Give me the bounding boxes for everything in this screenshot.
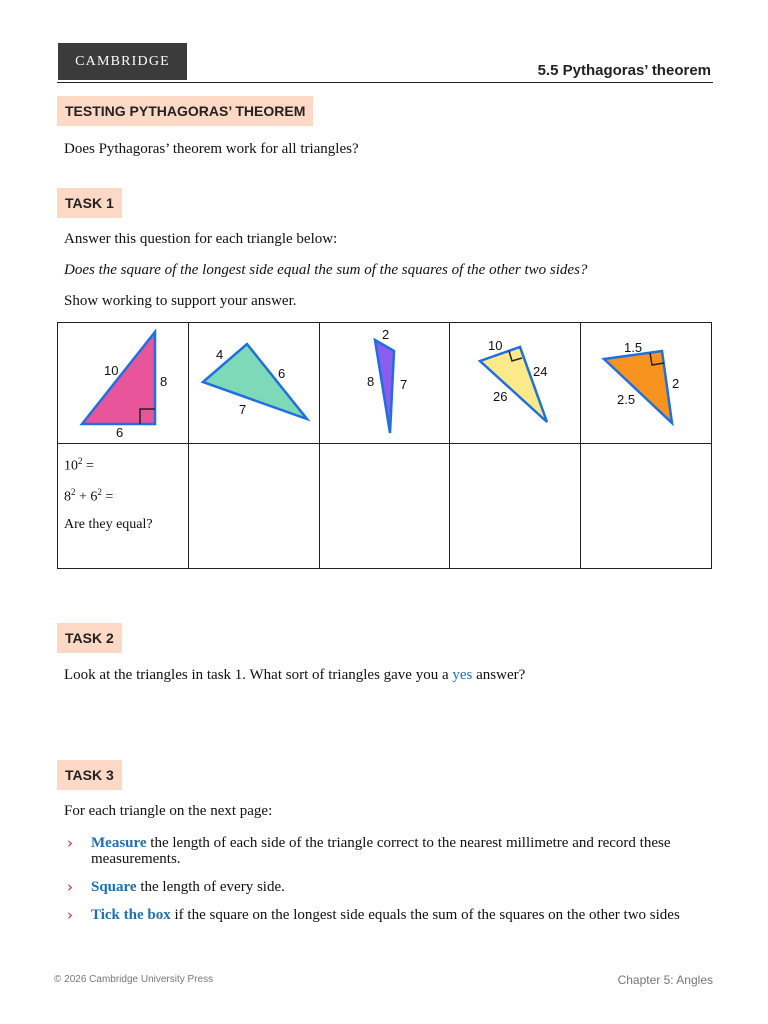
task3-label: TASK 3 — [57, 760, 122, 790]
triangle-cell-3 — [319, 323, 450, 444]
intro-question: Does Pythagoras’ theorem work for all triangles? — [64, 141, 359, 157]
triangle-1 — [58, 323, 188, 443]
triangle-cell-2 — [188, 323, 319, 444]
answer-cell-2[interactable] — [188, 444, 319, 569]
triangle-5-side-b: 2 — [672, 376, 680, 391]
task2-text-after: answer? — [472, 667, 526, 683]
triangle-1-shape — [82, 332, 155, 424]
bullet-arrow-icon: › — [67, 906, 73, 924]
section-title: 5.5 Pythagoras’ theorem — [537, 62, 711, 79]
triangle-cell-5 — [581, 323, 712, 444]
triangle-table — [57, 322, 712, 569]
task1-question: Does the square of the longest side equal the sum of the squares of the other two sides? — [64, 262, 588, 278]
triangle-2 — [189, 323, 319, 443]
task3-intro: For each triangle on the next page: — [64, 803, 273, 819]
triangle-2-side-b: 6 — [277, 366, 286, 381]
bullet-arrow-icon: › — [67, 834, 73, 852]
triangle-2-side-a: 4 — [215, 347, 224, 362]
triangle-4 — [450, 323, 580, 443]
task3-bullet-2: Square the length of every side. — [91, 879, 285, 895]
header-divider — [57, 82, 713, 83]
answer-line-2: $8^2 + 6^2$ = — [64, 486, 114, 505]
triangle-1-side-a: 10 — [104, 363, 119, 378]
answer-cell-3[interactable] — [319, 444, 450, 569]
task3-bullet-3: Tick the box if the square on the longest side equals the sum of the squares on the other two sides — [91, 907, 680, 923]
intro-heading: TESTING PYTHAGORAS’ THEOREM — [57, 96, 313, 126]
task2-label: TASK 2 — [57, 623, 122, 653]
triangle-5-shape — [604, 351, 672, 423]
triangle-4-side-c: 26 — [493, 389, 508, 404]
triangle-3-side-b: 8 — [366, 374, 374, 389]
task3-bullet-1: Measure the length of each side of the triangle correct to the nearest millimetre and record these measurements. — [91, 835, 671, 867]
task1-instruction: Answer this question for each triangle below: — [64, 231, 338, 247]
triangle-1-side-c: 6 — [116, 425, 124, 440]
task2-highlight: yes — [452, 667, 473, 683]
task1-working-note: Show working to support your answer. — [64, 293, 297, 309]
bullet-arrow-icon: › — [67, 878, 73, 896]
footer-chapter: Chapter 5: Angles — [617, 973, 713, 987]
triangle-3-side-a: 2 — [381, 327, 389, 342]
triangle-4-side-b: 24 — [533, 364, 548, 379]
task1-label: TASK 1 — [57, 188, 122, 218]
triangle-cell-1 — [58, 323, 189, 444]
answer-cell-4[interactable] — [450, 444, 581, 569]
answer-cell-1[interactable] — [58, 444, 189, 569]
triangle-4-side-a: 10 — [488, 338, 503, 353]
triangle-5 — [581, 323, 711, 443]
triangle-cell-4 — [450, 323, 581, 444]
triangle-3 — [320, 323, 450, 443]
triangle-4-shape — [480, 347, 547, 422]
answer-cell-5[interactable] — [581, 444, 712, 569]
answer-line-3: Are they equal? — [64, 517, 153, 533]
triangle-3-shape — [375, 340, 394, 433]
footer-copyright: © 2026 Cambridge University Press — [54, 974, 214, 985]
triangle-1-side-b: 8 — [160, 374, 168, 389]
triangle-5-side-a: 1.5 — [624, 340, 643, 355]
triangle-3-side-c: 7 — [399, 377, 407, 392]
answer-line-1: $10^2$ = — [64, 456, 94, 474]
task2-text-before: Look at the triangles in task 1. What sort of triangles gave you a — [64, 667, 453, 683]
triangle-5-side-c: 2.5 — [617, 392, 636, 407]
task2-question — [64, 667, 525, 684]
cambridge-logo: CAMBRIDGE — [58, 43, 187, 80]
triangle-2-side-c: 7 — [238, 402, 247, 417]
